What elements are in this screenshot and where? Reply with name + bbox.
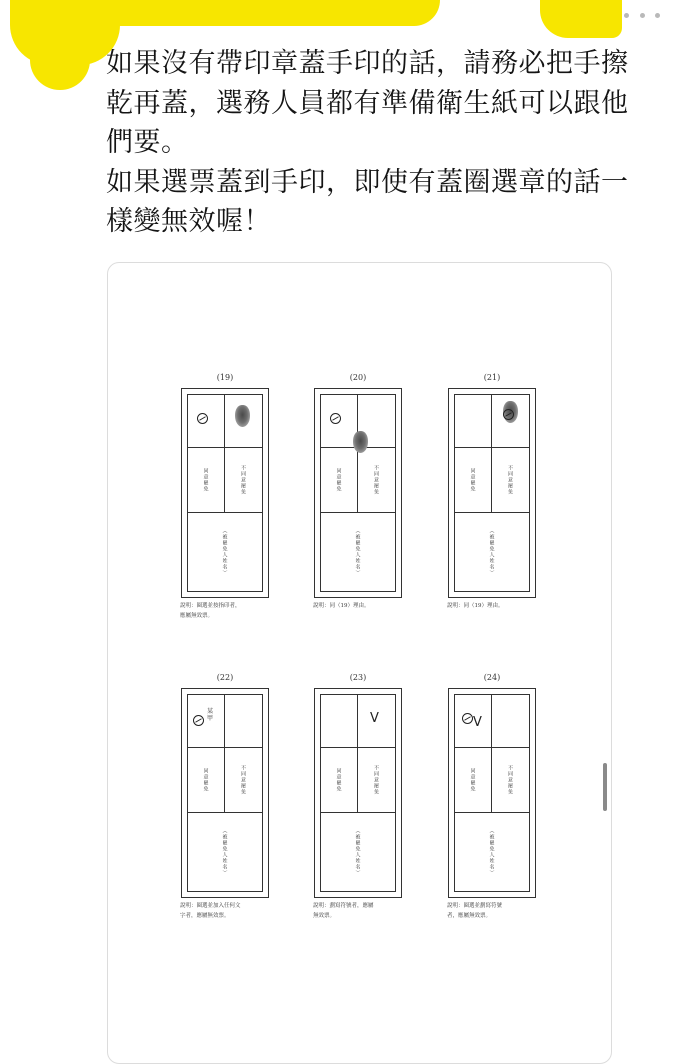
ballot-caption: 說明：圈選並劃寫符號 者，應屬無效票。 bbox=[447, 903, 503, 919]
disagree-label: 不同意罷免 bbox=[240, 464, 246, 495]
more-options-button[interactable] bbox=[624, 8, 660, 22]
agree-label: 同意罷免 bbox=[202, 467, 209, 492]
ballot-example-20 bbox=[314, 388, 402, 598]
seal-stamp-icon bbox=[462, 713, 473, 724]
ballot-number: (22) bbox=[216, 673, 234, 682]
ballot-example-19 bbox=[181, 388, 269, 598]
ballot-number: (24) bbox=[483, 673, 501, 682]
ballot-caption: 說明：圈選並加入任何文 字者，應屬無效票。 bbox=[180, 903, 241, 919]
agree-label: 同意罷免 bbox=[469, 467, 476, 492]
disagree-label: 不同意罷免 bbox=[507, 764, 513, 795]
candidate-name-label: （被罷免人姓名） bbox=[488, 827, 495, 876]
ballot-number: (23) bbox=[349, 673, 367, 682]
disagree-label: 不同意罷免 bbox=[240, 764, 246, 795]
post-line: 乾再蓋，選務人員都有準備衛生紙可以跟他 bbox=[106, 87, 629, 119]
agree-label: 同意罷免 bbox=[469, 767, 476, 792]
ballot-caption: 說明：同（19）理由。 bbox=[313, 603, 370, 609]
ballot-example-23 bbox=[314, 688, 402, 898]
agree-label: 同意罷免 bbox=[335, 767, 342, 792]
ballot-number: (21) bbox=[483, 373, 501, 382]
candidate-name-label: （被罷免人姓名） bbox=[354, 527, 361, 576]
ballot-number: (19) bbox=[216, 373, 234, 382]
attached-image-card[interactable] bbox=[107, 262, 612, 1064]
ballot-caption: 說明：圈選並按指印者， 應屬無效票。 bbox=[180, 603, 241, 619]
check-mark: V bbox=[370, 711, 379, 726]
post-line: 們要。 bbox=[106, 127, 189, 158]
agree-label: 同意罷免 bbox=[335, 467, 342, 492]
post-body bbox=[106, 44, 666, 242]
disagree-label: 不同意罷免 bbox=[507, 464, 513, 495]
candidate-name-label: （被罷免人姓名） bbox=[488, 527, 495, 576]
highlighter-mark bbox=[30, 50, 90, 90]
post-line: 如果選票蓋到手印，即使有蓋圈選章的話一 bbox=[106, 166, 629, 198]
post-line: 樣變無效喔！ bbox=[106, 206, 271, 237]
ballot-number: (20) bbox=[349, 373, 367, 382]
ballot-example-22 bbox=[181, 688, 269, 898]
ballot-example-21 bbox=[448, 388, 536, 598]
ballot-caption: 說明：劃寫符號者，應屬 無效票。 bbox=[313, 903, 374, 919]
check-mark: V bbox=[473, 715, 482, 730]
fingerprint-icon bbox=[353, 431, 368, 453]
highlighter-mark bbox=[540, 0, 622, 38]
agree-label: 同意罷免 bbox=[202, 767, 209, 792]
handwritten-text: 某 甲 bbox=[207, 708, 214, 722]
seal-stamp-icon bbox=[503, 409, 514, 420]
ballot-example-24 bbox=[448, 688, 536, 898]
scrollbar-thumb[interactable] bbox=[603, 763, 607, 811]
post-line: 如果沒有帶印章蓋手印的話，請務必把手擦 bbox=[106, 48, 629, 79]
candidate-name-label: （被罷免人姓名） bbox=[354, 827, 361, 876]
ballot-caption: 說明：同（19）理由。 bbox=[447, 603, 504, 609]
seal-stamp-icon bbox=[197, 413, 208, 424]
candidate-name-label: （被罷免人姓名） bbox=[221, 527, 228, 576]
more-horizontal-icon bbox=[624, 13, 629, 18]
seal-stamp-icon bbox=[330, 413, 341, 424]
fingerprint-icon bbox=[235, 405, 250, 427]
seal-stamp-icon bbox=[193, 715, 204, 726]
disagree-label: 不同意罷免 bbox=[373, 464, 379, 495]
disagree-label: 不同意罷免 bbox=[373, 764, 379, 795]
candidate-name-label: （被罷免人姓名） bbox=[221, 827, 228, 876]
